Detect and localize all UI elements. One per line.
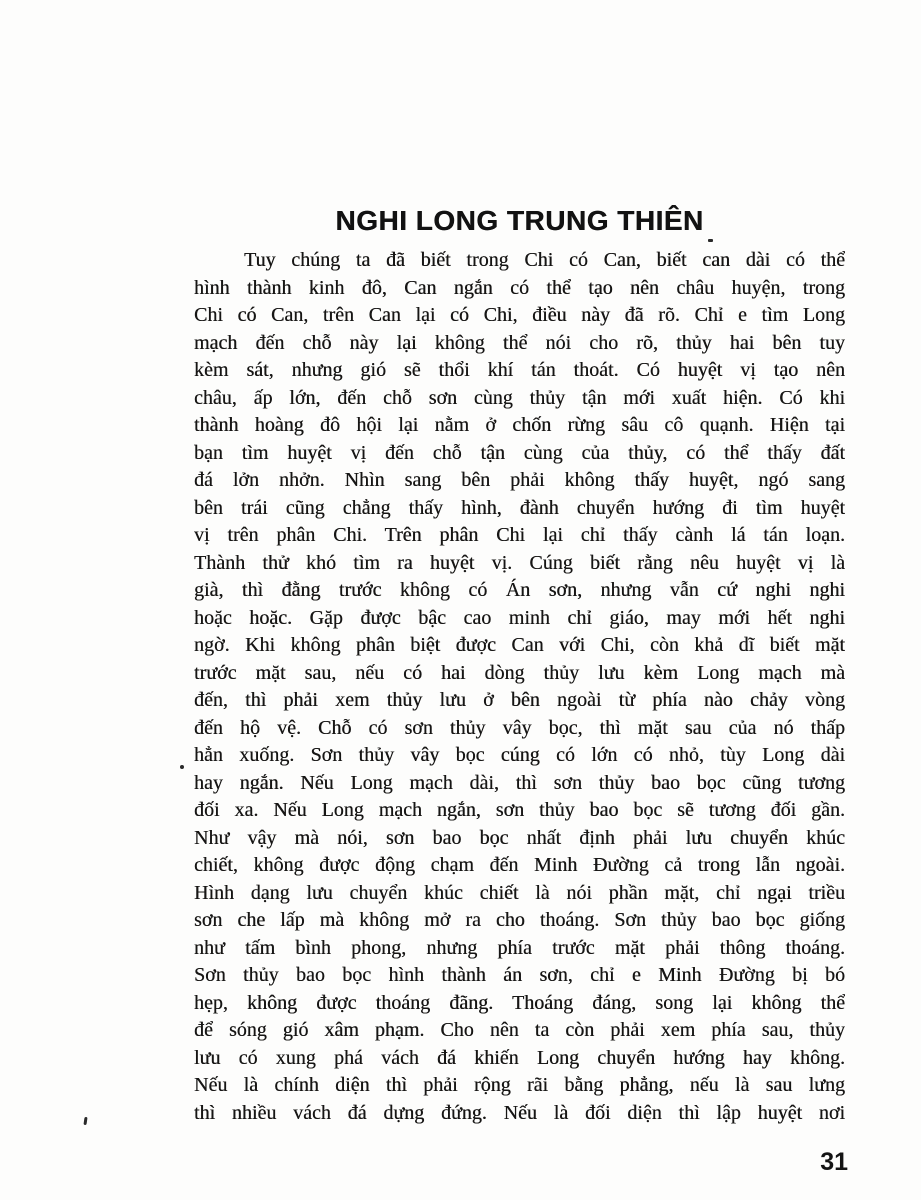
- text-line: mạch đến chỗ này lại không thể nói cho rõ, thủy hai bên tuy: [194, 331, 845, 354]
- text-line: ngờ. Khi không phân biệt được Can với Chi, còn khả dĩ biết mặt: [194, 634, 845, 656]
- text-line: Thành thử khó tìm ra huyệt vị. Cúng biết rằng nêu huyệt vị là: [194, 551, 845, 574]
- scan-speck: [708, 239, 713, 242]
- text-line: Tuy chúng ta đã biết trong Chi có Can, biết can dài có thể: [244, 249, 845, 271]
- text-line: hay ngắn. Nếu Long mạch dài, thì sơn thủy bao bọc cũng tương: [194, 771, 845, 794]
- text-line: đến hộ vệ. Chỗ có sơn thủy vây bọc, thì mặt sau của nó thấp: [194, 716, 845, 739]
- chapter-title: NGHI LONG TRUNG THIÊN: [335, 204, 704, 236]
- text-line: hoặc hoặc. Gặp được bậc cao minh chỉ giáo, may mới hết nghi: [194, 606, 845, 629]
- text-line: hẳn xuống. Sơn thủy vây bọc cúng có lớn có nhỏ, tùy Long dài: [194, 744, 845, 766]
- text-line: vị trên phân Chi. Trên phân Chi lại chỉ thấy cành lá tán loạn.: [194, 524, 845, 546]
- text-line: Hình dạng lưu chuyển khúc chiết là nói phần mặt, chỉ ngại triều: [194, 881, 845, 904]
- text-line: bạn tìm huyệt vị đến chỗ tận cùng của thủy, có thể thấy đất: [194, 441, 845, 464]
- text-line: Sơn thủy bao bọc hình thành án sơn, chỉ e Minh Đường bị bó: [194, 964, 845, 986]
- text-line: hẹp, không được thoáng đãng. Thoáng đáng, song lại không thể: [194, 991, 845, 1014]
- text-line: để sóng gió xâm phạm. Cho nên ta còn phải xem phía sau, thủy: [194, 1019, 845, 1041]
- text-line: hình thành kinh đô, Can ngắn có thể tạo nên châu huyện, trong: [194, 276, 845, 299]
- text-line: bên trái cũng chẳng thấy hình, đành chuyển hướng đi tìm huyệt: [194, 496, 845, 519]
- text-line: thành hoàng đô hội lại nằm ở chốn rừng sâu cô quạnh. Hiện tại: [194, 414, 845, 436]
- text-line: đối xa. Nếu Long mạch ngắn, sơn thủy bao bọc sẽ tương đối gần.: [194, 799, 845, 821]
- text-line: đá lởn nhởn. Nhìn sang bên phải không thấy huyệt, ngó sang: [194, 469, 845, 491]
- text-line: Chi có Can, trên Can lại có Chi, điều này đã rõ. Chỉ e tìm Long: [194, 304, 845, 326]
- text-line: Như vậy mà nói, sơn bao bọc nhất định phải lưu chuyển khúc: [194, 826, 845, 849]
- text-line: sơn che lấp mà không mở ra cho thoáng. Sơn thủy bao bọc giống: [194, 909, 845, 931]
- text-line: đến, thì phải xem thủy lưu ở bên ngoài từ phía nào chảy vòng: [194, 689, 845, 711]
- text-line: trước mặt sau, nếu có hai dòng thủy lưu kèm Long mạch mà: [194, 661, 845, 684]
- scan-speck: [83, 1117, 87, 1125]
- text-line: kèm sát, nhưng gió sẽ thổi khí tán thoát. Có huyệt vị tạo nên: [194, 359, 845, 381]
- text-line: chiết, không được động chạm đến Minh Đường cả trong lẫn ngoài.: [194, 854, 845, 876]
- text-line: Nếu là chính diện thì phải rộng rãi bằng phẳng, nếu là sau lưng: [194, 1074, 845, 1096]
- text-line: lưu có xung phá vách đá khiến Long chuyển hướng hay không.: [194, 1046, 845, 1069]
- text-line: như tấm bình phong, nhưng phía trước mặt phải thông thoáng.: [194, 936, 845, 959]
- scan-speck: [180, 765, 184, 769]
- body-paragraph: [194, 247, 845, 1127]
- page-number: 31: [820, 1148, 848, 1176]
- text-line: châu, ấp lớn, đến chỗ sơn cùng thủy tận mới xuất hiện. Có khi: [194, 386, 845, 409]
- text-line: thì nhiều vách đá dựng đứng. Nếu là đối diện thì lập huyệt nơi: [194, 1101, 845, 1124]
- text-line: già, thì đằng trước không có Án sơn, nhưng vẫn cứ nghi nghi: [194, 579, 845, 601]
